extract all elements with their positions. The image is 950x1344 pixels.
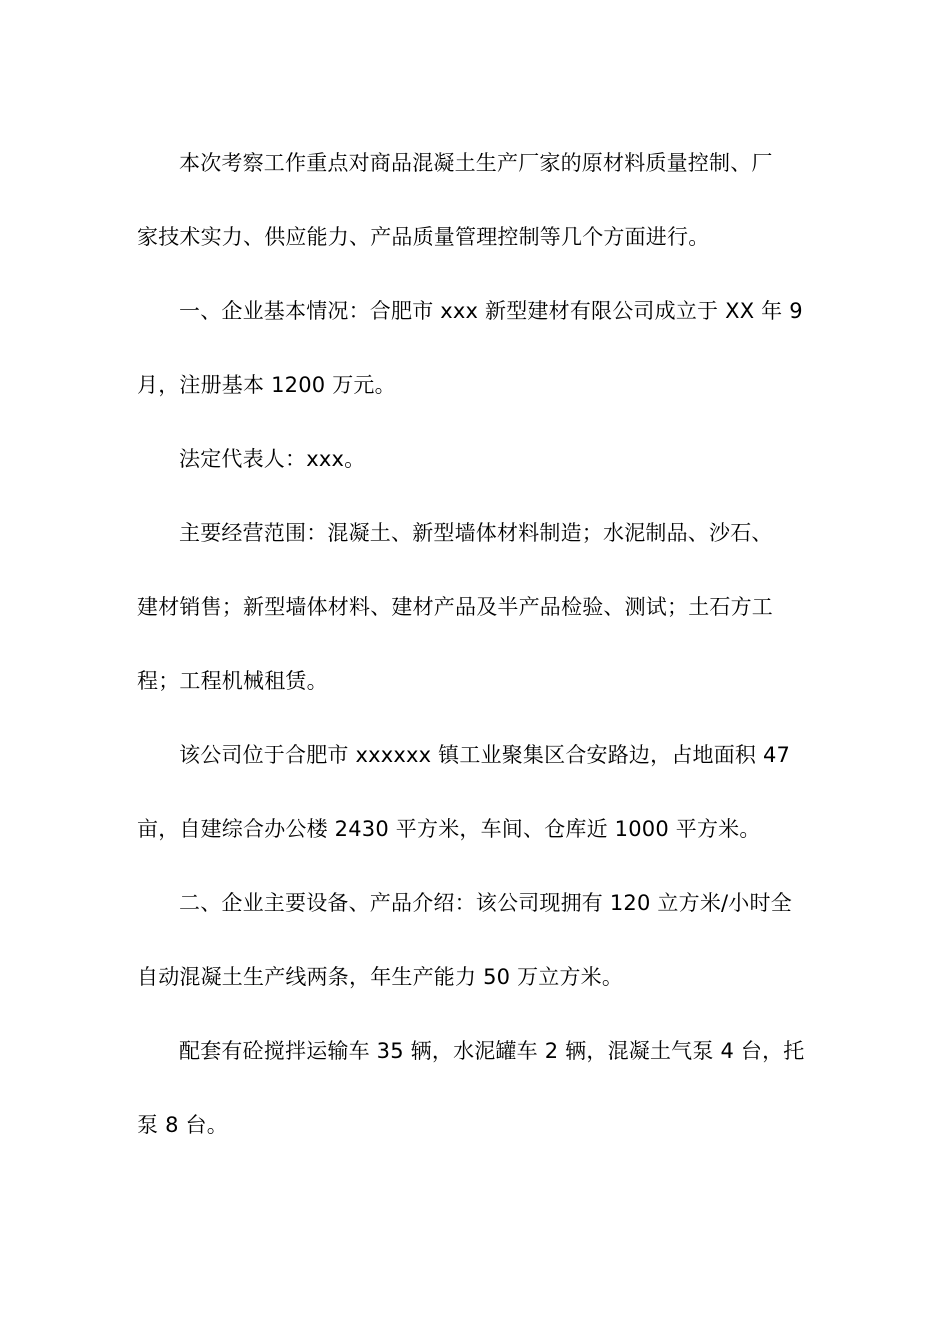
paragraph-line: 建材销售；新型墙体材料、建材产品及半产品检验、测试；土石方工 [137,595,773,619]
paragraph-supporting-vehicles [137,1014,817,1162]
paragraph-line: 自动混凝土生产线两条，年生产能力 50 万立方米。 [137,965,624,989]
paragraph-line: 月，注册基本 1200 万元。 [137,373,396,397]
paragraph-line: 家技术实力、供应能力、产品质量管理控制等几个方面进行。 [137,225,710,249]
paragraph-line: 本次考察工作重点对商品混凝土生产厂家的原材料质量控制、厂 [179,151,773,175]
paragraph-line: 亩，自建综合办公楼 2430 平方米，车间、仓库近 1000 平方米。 [137,817,761,841]
paragraph-line: 配套有砼搅拌运输车 35 辆，水泥罐车 2 辆，混凝土气泵 4 台，托 [179,1039,805,1063]
paragraph-company-basics [137,274,817,422]
paragraph-company-location [137,718,817,866]
paragraph-legal-representative [137,422,817,496]
paragraph-business-scope [137,496,817,718]
paragraph-inspection-focus [137,126,817,274]
paragraph-line: 一、企业基本情况：合肥市 xxx 新型建材有限公司成立于 XX 年 9 [179,299,803,323]
document-body [137,126,817,1162]
paragraph-line: 二、企业主要设备、产品介绍：该公司现拥有 120 立方米/小时全 [179,891,792,915]
paragraph-line: 该公司位于合肥市 xxxxxx 镇工业聚集区合安路边，占地面积 47 [179,743,791,767]
paragraph-line: 法定代表人：xxx。 [179,447,366,471]
paragraph-line: 主要经营范围：混凝土、新型墙体材料制造；水泥制品、沙石、 [179,521,773,545]
paragraph-line: 程；工程机械租赁。 [137,669,328,693]
paragraph-line: 泵 8 台。 [137,1113,228,1137]
paragraph-equipment-products [137,866,817,1014]
